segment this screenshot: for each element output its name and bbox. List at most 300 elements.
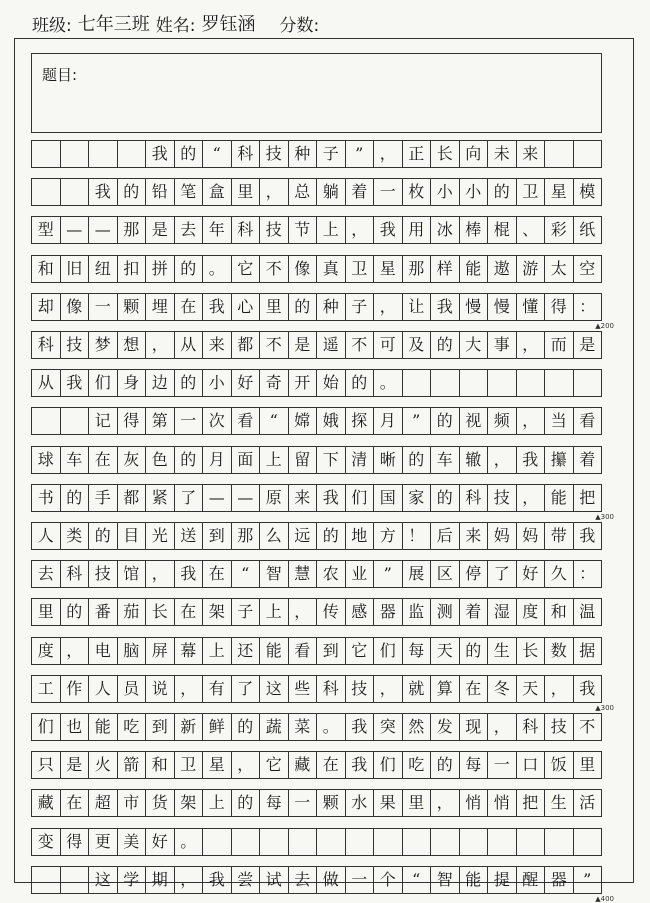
grid-cell: 在 bbox=[61, 790, 90, 816]
grid-cell: 铅 bbox=[146, 179, 175, 205]
grid-cell bbox=[317, 829, 346, 855]
grid-cell: 数 bbox=[545, 638, 574, 664]
grid-cell: 能 bbox=[460, 867, 489, 893]
grid-cell: 上 bbox=[260, 447, 289, 473]
grid-cell: 颗 bbox=[118, 294, 147, 320]
grid-cell: 子 bbox=[317, 141, 346, 167]
grid-cell: ， bbox=[146, 332, 175, 358]
grid-cell: 方 bbox=[374, 523, 403, 549]
grid-cell: “ bbox=[403, 867, 432, 893]
grid-cell: 次 bbox=[203, 408, 232, 434]
grid-cell: 我 bbox=[431, 294, 460, 320]
grid-cell: 子 bbox=[346, 294, 375, 320]
grid-cell: 不 bbox=[260, 256, 289, 282]
grid-cell: 在 bbox=[89, 447, 118, 473]
grid-cell bbox=[232, 829, 261, 855]
grid-cell: 能 bbox=[545, 485, 574, 511]
grid-cell: 里 bbox=[574, 752, 603, 778]
grid-row bbox=[31, 178, 602, 206]
grid-cell: 到 bbox=[203, 523, 232, 549]
grid-row bbox=[31, 713, 602, 741]
grid-cell: 科 bbox=[61, 561, 90, 587]
grid-cell: 地 bbox=[346, 523, 375, 549]
grid-cell: 看 bbox=[289, 638, 318, 664]
grid-cell: 上 bbox=[203, 790, 232, 816]
grid-cell: 里 bbox=[260, 294, 289, 320]
grid-cell: 每 bbox=[460, 752, 489, 778]
grid-cell: 长 bbox=[517, 638, 546, 664]
grid-cell: 开 bbox=[289, 370, 318, 396]
grid-cell: 幕 bbox=[175, 638, 204, 664]
grid-cell bbox=[460, 370, 489, 396]
grid-cell: 的 bbox=[89, 523, 118, 549]
grid-cell: 月 bbox=[374, 408, 403, 434]
grid-cell bbox=[517, 829, 546, 855]
grid-cell bbox=[460, 829, 489, 855]
grid-cell bbox=[89, 141, 118, 167]
grid-cell: 悄 bbox=[488, 790, 517, 816]
grid-cell: 科 bbox=[32, 332, 61, 358]
grid-cell: 留 bbox=[289, 447, 318, 473]
grid-cell: 生 bbox=[545, 790, 574, 816]
grid-cell: 是 bbox=[146, 217, 175, 243]
grid-cell: — bbox=[232, 485, 261, 511]
grid-cell: 妈 bbox=[488, 523, 517, 549]
grid-cell: 一 bbox=[175, 408, 204, 434]
grid-cell: 好 bbox=[517, 561, 546, 587]
grid-cell: 长 bbox=[146, 599, 175, 625]
grid-cell bbox=[403, 370, 432, 396]
grid-cell: 技 bbox=[488, 485, 517, 511]
grid-cell: 想 bbox=[118, 332, 147, 358]
grid-cell: 来 bbox=[203, 332, 232, 358]
grid-row bbox=[31, 828, 602, 856]
grid-cell: 它 bbox=[346, 638, 375, 664]
grid-cell: 的 bbox=[175, 370, 204, 396]
grid-cell: 模 bbox=[574, 179, 603, 205]
grid-cell: 从 bbox=[175, 332, 204, 358]
grid-cell: 空 bbox=[574, 256, 603, 282]
grid-cell: 一 bbox=[488, 752, 517, 778]
grid-cell: 让 bbox=[403, 294, 432, 320]
grid-cell: 它 bbox=[260, 752, 289, 778]
grid-cell: — bbox=[203, 485, 232, 511]
grid-cell: ， bbox=[61, 638, 90, 664]
grid-cell: ， bbox=[260, 179, 289, 205]
grid-cell: 卫 bbox=[175, 752, 204, 778]
grid-cell: 感 bbox=[346, 599, 375, 625]
grid-cell: 的 bbox=[61, 599, 90, 625]
grid-cell: 下 bbox=[317, 447, 346, 473]
grid-cell: 像 bbox=[289, 256, 318, 282]
grid-cell: ， bbox=[374, 294, 403, 320]
grid-cell: 的 bbox=[403, 447, 432, 473]
grid-cell: 到 bbox=[317, 638, 346, 664]
grid-cell: ， bbox=[146, 561, 175, 587]
grid-cell: 醒 bbox=[517, 867, 546, 893]
grid-cell: 科 bbox=[460, 485, 489, 511]
grid-cell: “ bbox=[203, 141, 232, 167]
grid-cell: 去 bbox=[32, 561, 61, 587]
grid-cell: 心 bbox=[232, 294, 261, 320]
grid-cell: 能 bbox=[89, 714, 118, 740]
grid-cell: 我 bbox=[61, 370, 90, 396]
grid-cell: 紧 bbox=[146, 485, 175, 511]
grid-cell: 在 bbox=[460, 676, 489, 702]
grid-cell bbox=[574, 829, 603, 855]
grid-cell: ， bbox=[431, 790, 460, 816]
grid-cell: 算 bbox=[431, 676, 460, 702]
grid-cell: 上 bbox=[317, 217, 346, 243]
grid-cell: 们 bbox=[32, 714, 61, 740]
grid-cell: 书 bbox=[32, 485, 61, 511]
grid-cell: 的 bbox=[431, 332, 460, 358]
grid-cell: 小 bbox=[460, 179, 489, 205]
grid-cell: 太 bbox=[545, 256, 574, 282]
grid-cell: 果 bbox=[374, 790, 403, 816]
grid-cell: 妈 bbox=[517, 523, 546, 549]
grid-cell: 提 bbox=[488, 867, 517, 893]
grid-cell: ： bbox=[574, 294, 603, 320]
grid-cell: 们 bbox=[89, 370, 118, 396]
grid-cell: 技 bbox=[545, 714, 574, 740]
grid-cell: 藏 bbox=[289, 752, 318, 778]
grid-cell: 样 bbox=[431, 256, 460, 282]
grid-cell: 看 bbox=[232, 408, 261, 434]
grid-cell: 监 bbox=[403, 599, 432, 625]
grid-cell: 脑 bbox=[118, 638, 147, 664]
grid-cell: 们 bbox=[374, 752, 403, 778]
grid-cell: 那 bbox=[118, 217, 147, 243]
grid-cell: 里 bbox=[32, 599, 61, 625]
grid-cell: — bbox=[61, 217, 90, 243]
grid-cell: 星 bbox=[374, 256, 403, 282]
grid-cell: 不 bbox=[346, 332, 375, 358]
class-label: 班级: bbox=[32, 15, 72, 36]
grid-cell: 的 bbox=[175, 256, 204, 282]
grid-cell: 我 bbox=[89, 179, 118, 205]
grid-cell: 的 bbox=[118, 179, 147, 205]
grid-cell: 活 bbox=[574, 790, 603, 816]
grid-cell: 都 bbox=[232, 332, 261, 358]
grid-cell: ： bbox=[574, 561, 603, 587]
grid-cell: 也 bbox=[61, 714, 90, 740]
grid-cell: 第 bbox=[146, 408, 175, 434]
grid-row bbox=[31, 216, 602, 244]
grid-cell: 盒 bbox=[203, 179, 232, 205]
grid-cell: 在 bbox=[203, 561, 232, 587]
grid-cell: 器 bbox=[374, 599, 403, 625]
grid-cell: 得 bbox=[545, 294, 574, 320]
grid-cell: 是 bbox=[61, 752, 90, 778]
header bbox=[32, 6, 632, 40]
grid-cell: 远 bbox=[289, 523, 318, 549]
grid-cell bbox=[431, 829, 460, 855]
grid-cell: 我 bbox=[517, 447, 546, 473]
grid-cell: 做 bbox=[317, 867, 346, 893]
grid-cell: 类 bbox=[61, 523, 90, 549]
grid-cell: 只 bbox=[32, 752, 61, 778]
grid-cell: 始 bbox=[317, 370, 346, 396]
grid-cell: 型 bbox=[32, 217, 61, 243]
word-count-marker: ▲200 bbox=[595, 321, 614, 330]
grid-cell: 嫦 bbox=[289, 408, 318, 434]
grid-cell: 久 bbox=[545, 561, 574, 587]
grid-cell: ， bbox=[374, 141, 403, 167]
grid-cell: 技 bbox=[260, 141, 289, 167]
grid-cell: 光 bbox=[146, 523, 175, 549]
grid-cell bbox=[289, 829, 318, 855]
grid-cell: 的 bbox=[317, 523, 346, 549]
grid-cell bbox=[374, 829, 403, 855]
grid-cell: 种 bbox=[317, 294, 346, 320]
grid-cell: 攥 bbox=[545, 447, 574, 473]
grid-cell: 科 bbox=[317, 676, 346, 702]
grid-row bbox=[31, 255, 602, 283]
grid-cell: 我 bbox=[317, 485, 346, 511]
grid-cell: 试 bbox=[260, 867, 289, 893]
grid-cell bbox=[545, 829, 574, 855]
grid-cell: 能 bbox=[460, 256, 489, 282]
grid-cell: 当 bbox=[545, 408, 574, 434]
grid-cell: 业 bbox=[346, 561, 375, 587]
grid-cell: 现 bbox=[460, 714, 489, 740]
grid-cell: 的 bbox=[61, 485, 90, 511]
grid-cell: 里 bbox=[232, 179, 261, 205]
grid-cell bbox=[260, 829, 289, 855]
grid-cell: ， bbox=[346, 217, 375, 243]
grid-cell: 总 bbox=[289, 179, 318, 205]
grid-cell: 么 bbox=[260, 523, 289, 549]
grid-cell: 了 bbox=[175, 485, 204, 511]
grid-cell bbox=[346, 829, 375, 855]
grid-cell: ， bbox=[517, 408, 546, 434]
grid-row bbox=[31, 675, 602, 703]
grid-cell: ， bbox=[374, 676, 403, 702]
grid-cell: 带 bbox=[545, 523, 574, 549]
grid-cell: 像 bbox=[61, 294, 90, 320]
grid-cell: 纸 bbox=[574, 217, 603, 243]
grid-cell: ！ bbox=[403, 523, 432, 549]
grid-cell: 上 bbox=[203, 638, 232, 664]
grid-cell: 了 bbox=[232, 676, 261, 702]
grid-cell: 探 bbox=[346, 408, 375, 434]
grid-cell: 手 bbox=[89, 485, 118, 511]
grid-cell: 我 bbox=[175, 561, 204, 587]
grid-cell: 球 bbox=[32, 447, 61, 473]
grid-cell: ” bbox=[574, 867, 603, 893]
grid-cell: 懂 bbox=[517, 294, 546, 320]
grid-cell: 我 bbox=[346, 714, 375, 740]
grid-cell: ， bbox=[232, 752, 261, 778]
grid-cell: 那 bbox=[232, 523, 261, 549]
grid-cell bbox=[574, 141, 603, 167]
grid-cell: 技 bbox=[260, 217, 289, 243]
grid-cell: 工 bbox=[32, 676, 61, 702]
grid-cell: 车 bbox=[61, 447, 90, 473]
grid-cell: 的 bbox=[175, 141, 204, 167]
grid-cell: 生 bbox=[488, 638, 517, 664]
grid-cell: 慢 bbox=[488, 294, 517, 320]
grid-cell: 。 bbox=[374, 370, 403, 396]
name-label: 姓名: bbox=[155, 15, 196, 36]
grid-cell: 原 bbox=[260, 485, 289, 511]
grid-cell: 蔬 bbox=[260, 714, 289, 740]
grid-cell: 卫 bbox=[517, 179, 546, 205]
grid-cell: 吃 bbox=[403, 752, 432, 778]
grid-cell: ” bbox=[403, 408, 432, 434]
grid-cell: 在 bbox=[317, 752, 346, 778]
grid-cell: 灰 bbox=[118, 447, 147, 473]
grid-cell: ” bbox=[374, 561, 403, 587]
grid-cell: ， bbox=[175, 676, 204, 702]
grid-cell bbox=[32, 141, 61, 167]
grid-cell: 把 bbox=[574, 485, 603, 511]
grid-cell: 家 bbox=[403, 485, 432, 511]
grid-cell bbox=[517, 370, 546, 396]
grid-cell: 向 bbox=[460, 141, 489, 167]
grid-cell: 拼 bbox=[146, 256, 175, 282]
grid-cell bbox=[431, 370, 460, 396]
grid-row bbox=[31, 789, 602, 817]
grid-cell: 清 bbox=[346, 447, 375, 473]
grid-cell: 们 bbox=[346, 485, 375, 511]
grid-cell: 茄 bbox=[118, 599, 147, 625]
grid-cell: 记 bbox=[89, 408, 118, 434]
grid-cell: 新 bbox=[175, 714, 204, 740]
grid-cell: 吃 bbox=[118, 714, 147, 740]
grid-row bbox=[31, 598, 602, 626]
grid-cell: 到 bbox=[146, 714, 175, 740]
grid-row bbox=[31, 369, 602, 397]
grid-cell: 月 bbox=[203, 447, 232, 473]
grid-cell: 我 bbox=[203, 294, 232, 320]
grid-cell: 上 bbox=[260, 599, 289, 625]
grid-cell: 梦 bbox=[89, 332, 118, 358]
grid-cell: 个 bbox=[374, 867, 403, 893]
grid-row bbox=[31, 331, 602, 359]
grid-cell: 卫 bbox=[346, 256, 375, 282]
grid-cell: 身 bbox=[118, 370, 147, 396]
grid-cell: 真 bbox=[317, 256, 346, 282]
grid-cell: 们 bbox=[374, 638, 403, 664]
grid-cell: 去 bbox=[175, 217, 204, 243]
grid-cell bbox=[488, 370, 517, 396]
grid-cell: 色 bbox=[146, 447, 175, 473]
grid-cell bbox=[118, 141, 147, 167]
grid-cell bbox=[545, 141, 574, 167]
grid-cell: 边 bbox=[146, 370, 175, 396]
grid-cell: 的 bbox=[488, 179, 517, 205]
grid-cell: 慢 bbox=[460, 294, 489, 320]
grid-cell: 的 bbox=[460, 638, 489, 664]
grid-cell: 说 bbox=[146, 676, 175, 702]
grid-cell: 在 bbox=[175, 294, 204, 320]
grid-cell: 每 bbox=[403, 638, 432, 664]
grid-cell: 测 bbox=[431, 599, 460, 625]
grid-cell: 来 bbox=[460, 523, 489, 549]
word-count-marker: ▲400 bbox=[595, 894, 614, 903]
grid-cell: 来 bbox=[289, 485, 318, 511]
grid-cell: 棒 bbox=[460, 217, 489, 243]
title-box bbox=[31, 53, 602, 133]
grid-cell: 科 bbox=[232, 141, 261, 167]
grid-cell: 尝 bbox=[232, 867, 261, 893]
grid-cell: 慧 bbox=[289, 561, 318, 587]
grid-row bbox=[31, 560, 602, 588]
grid-cell: 棍 bbox=[488, 217, 517, 243]
grid-cell: 一 bbox=[89, 294, 118, 320]
grid-cell: 我 bbox=[374, 217, 403, 243]
grid-cell: 及 bbox=[403, 332, 432, 358]
grid-cell: 国 bbox=[374, 485, 403, 511]
grid-cell: 都 bbox=[118, 485, 147, 511]
grid-cell: 发 bbox=[431, 714, 460, 740]
grid-cell: 得 bbox=[118, 408, 147, 434]
grid-cell: 馆 bbox=[118, 561, 147, 587]
grid-cell: 了 bbox=[488, 561, 517, 587]
grid-cell: 在 bbox=[175, 599, 204, 625]
grid-cell: 把 bbox=[517, 790, 546, 816]
grid-cell: 不 bbox=[260, 332, 289, 358]
grid-cell: 菜 bbox=[289, 714, 318, 740]
grid-cell: 传 bbox=[317, 599, 346, 625]
grid-cell: 正 bbox=[403, 141, 432, 167]
grid-cell: 事 bbox=[488, 332, 517, 358]
grid-cell: 冬 bbox=[488, 676, 517, 702]
grid-cell: 从 bbox=[32, 370, 61, 396]
grid-cell bbox=[32, 408, 61, 434]
grid-cell: 的 bbox=[232, 790, 261, 816]
grid-row bbox=[31, 140, 602, 168]
grid-cell: 笔 bbox=[175, 179, 204, 205]
grid-cell: 频 bbox=[488, 408, 517, 434]
grid-row bbox=[31, 866, 602, 894]
grid-cell: 突 bbox=[374, 714, 403, 740]
grid-cell: 架 bbox=[175, 790, 204, 816]
grid-cell: 去 bbox=[289, 867, 318, 893]
grid-cell: 冰 bbox=[431, 217, 460, 243]
word-count-marker: ▲300 bbox=[595, 512, 614, 521]
grid-cell: 。 bbox=[203, 256, 232, 282]
grid-cell: 期 bbox=[146, 867, 175, 893]
grid-cell: 着 bbox=[574, 447, 603, 473]
grid-cell: 彩 bbox=[545, 217, 574, 243]
grid-cell: 湿 bbox=[488, 599, 517, 625]
grid-cell: 技 bbox=[89, 561, 118, 587]
grid-cell: 颗 bbox=[317, 790, 346, 816]
grid-cell: 火 bbox=[89, 752, 118, 778]
grid-cell: 却 bbox=[32, 294, 61, 320]
grid-cell: 和 bbox=[545, 599, 574, 625]
grid-cell: 的 bbox=[175, 447, 204, 473]
grid-cell: 科 bbox=[232, 217, 261, 243]
grid-cell: 来 bbox=[517, 141, 546, 167]
grid-cell: 得 bbox=[61, 829, 90, 855]
grid-cell: 智 bbox=[260, 561, 289, 587]
grid-cell: 有 bbox=[203, 676, 232, 702]
grid-cell: 辙 bbox=[460, 447, 489, 473]
grid-cell: 奇 bbox=[260, 370, 289, 396]
grid-cell: 遥 bbox=[317, 332, 346, 358]
grid-cell: 度 bbox=[517, 599, 546, 625]
grid-cell: 区 bbox=[431, 561, 460, 587]
grid-cell: 和 bbox=[146, 752, 175, 778]
grid-cell: ， bbox=[488, 447, 517, 473]
grid-cell: 那 bbox=[403, 256, 432, 282]
grid-cell: 箭 bbox=[118, 752, 147, 778]
grid-cell bbox=[61, 179, 90, 205]
